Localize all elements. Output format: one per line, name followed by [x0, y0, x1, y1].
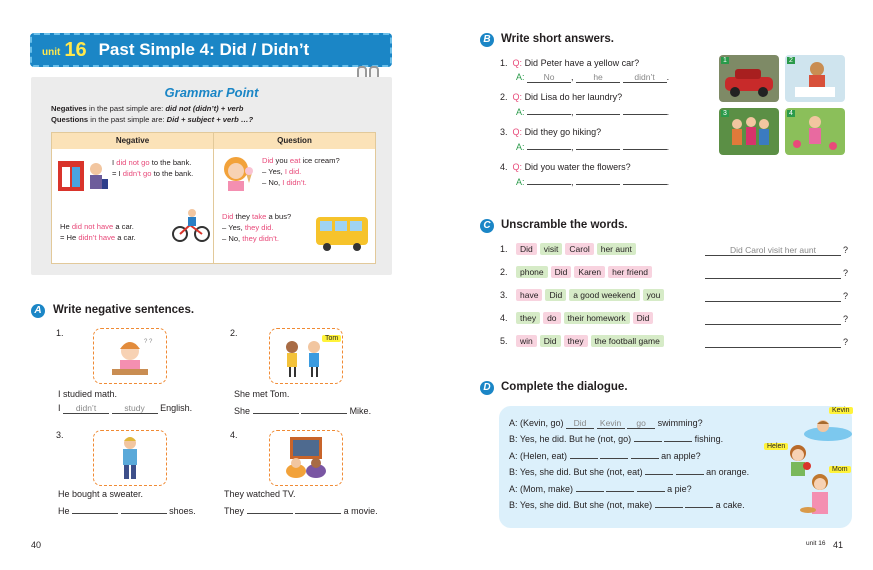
exercise-prompt: She met Tom.	[234, 389, 290, 399]
page-number-right: 41	[833, 540, 844, 550]
grammar-table	[51, 132, 376, 264]
page-number-left: 40	[31, 540, 42, 550]
answer-blank[interactable]	[705, 291, 841, 302]
answer-blank[interactable]: didn’t	[623, 72, 667, 83]
dialogue-line: A: (Kevin, go) Did Kevin go swimming?	[509, 418, 703, 428]
exercise-number: 2.	[230, 328, 238, 338]
exercise-answer-line: They a movie.	[224, 503, 378, 516]
answer-blank[interactable]	[527, 174, 571, 185]
answer-line: A: No , he didn’t .	[516, 72, 670, 82]
exercise-number: 1.	[56, 328, 64, 338]
negative-example-1: I did not go to the bank. = I didn’t go to the bank.	[112, 158, 194, 178]
answer-blank[interactable]	[576, 104, 620, 115]
question-mark: ?	[843, 314, 849, 324]
name-tag: Tom	[322, 335, 341, 342]
answer-blank[interactable]	[676, 464, 704, 475]
exercise-number: 4.	[500, 313, 508, 323]
exercise-number: 5.	[500, 336, 508, 346]
answer-blank[interactable]: Kevin	[597, 418, 625, 429]
laundry-photo	[785, 55, 845, 102]
answer-blank[interactable]	[705, 268, 841, 279]
exercise-number: 1.	[500, 244, 508, 254]
answer-blank[interactable]	[527, 104, 571, 115]
section-d-title: Complete the dialogue.	[501, 381, 628, 393]
dialogue-line: A: (Mom, make) a pie?	[509, 481, 749, 497]
svg-text:? ?: ? ?	[144, 339, 153, 345]
answer-blank[interactable]	[664, 431, 692, 442]
answer-blank[interactable]	[576, 139, 620, 150]
unscramble-item	[500, 243, 855, 259]
exercise-number: 2.	[500, 267, 508, 277]
short-answers-list	[500, 56, 710, 189]
unscramble-item	[500, 289, 855, 305]
answer-blank[interactable]	[637, 481, 665, 492]
answer-blank[interactable]	[121, 503, 167, 514]
section-d-icon: D	[480, 381, 494, 395]
answer-blank[interactable]	[301, 403, 347, 414]
word-tile[interactable]: a good weekend	[569, 289, 639, 301]
exercise-number: 4.	[230, 430, 238, 440]
dialogue-lines	[509, 416, 749, 512]
grammar-questions-rule: Questions in the past simple are: Did + subject + verb …?	[51, 115, 254, 124]
exercise-answer-line: I didn’t study English.	[58, 403, 193, 413]
footer-unit-label: unit 16	[806, 540, 826, 547]
unit-label: unit	[42, 46, 61, 58]
negative-example-2: He did not have a car. = He didn’t have a car.	[60, 222, 136, 242]
answer-blank[interactable]: No	[527, 72, 571, 83]
meeting-picture	[269, 328, 343, 384]
exercise-answer-line: He shoes.	[58, 503, 196, 516]
hiking-photo	[719, 108, 779, 155]
dialogue-line: B: Yes, he did. But he (not, go) fishing.	[509, 431, 749, 447]
word-tile[interactable]: her friend	[608, 266, 652, 278]
photo-number: 3	[723, 110, 727, 117]
bank-illustration	[56, 155, 110, 195]
mom-pie-illustration	[800, 472, 836, 520]
ice-cream-girl-illustration	[220, 153, 256, 193]
word-tile[interactable]: have	[516, 289, 542, 301]
answer-blank[interactable]: he	[576, 72, 620, 83]
answer-line: A: , .	[500, 104, 710, 119]
question-mark: ?	[843, 337, 849, 347]
name-tag: Kevin	[829, 407, 853, 414]
word-tile[interactable]: Carol	[565, 243, 593, 255]
word-tile[interactable]: they	[564, 335, 588, 347]
unit-banner	[30, 33, 392, 67]
answer-blank[interactable]	[623, 139, 667, 150]
answer-blank[interactable]: didn’t	[63, 403, 109, 414]
watering-flowers-photo	[785, 108, 845, 155]
word-tile[interactable]: Did	[540, 335, 561, 347]
answer-line: A: , .	[500, 139, 710, 154]
answer-blank[interactable]: Did Carol visit her aunt	[705, 245, 841, 256]
dialogue-line: B: Yes, she did. But she (not, eat) an orange.	[509, 464, 749, 480]
section-a-title: Write negative sentences.	[53, 304, 195, 316]
answer-blank[interactable]	[634, 431, 662, 442]
unit-number: 16	[64, 38, 87, 61]
red-car-photo	[719, 55, 779, 102]
boy-sweater-picture	[93, 430, 167, 486]
word-tile[interactable]: Did	[633, 312, 654, 324]
question-mark: ?	[843, 291, 849, 301]
photo-number: 1	[723, 57, 727, 64]
column-divider	[213, 149, 214, 263]
question-item: 2. Q: Did Lisa do her laundry?	[500, 92, 623, 102]
name-tag: Mom	[829, 466, 851, 473]
answer-blank[interactable]	[247, 503, 293, 514]
answer-blank[interactable]	[705, 337, 841, 348]
word-tile[interactable]: the football game	[591, 335, 664, 347]
question-mark: ?	[843, 245, 849, 255]
section-b-icon: B	[480, 33, 494, 47]
word-tile[interactable]: they	[516, 312, 540, 324]
word-tile[interactable]: you	[643, 289, 665, 301]
answer-blank[interactable]	[253, 403, 299, 414]
word-tile[interactable]: Karen	[574, 266, 605, 278]
word-tile[interactable]: Did	[516, 243, 537, 255]
studying-girl-picture	[93, 328, 167, 384]
answer-blank[interactable]: Did	[566, 418, 594, 429]
question-mark: ?	[843, 268, 849, 278]
answer-blank[interactable]	[606, 481, 634, 492]
column-header-question: Question	[214, 133, 375, 149]
unit-title: Past Simple 4: Did / Didn’t	[98, 40, 310, 59]
section-b-title: Write short answers.	[501, 33, 614, 45]
answer-line: A: , .	[500, 174, 710, 189]
exercise-number: 3.	[500, 290, 508, 300]
word-tile[interactable]: their homework	[564, 312, 630, 324]
question-example-1: Did you eat ice cream? – Yes, I did. – No, I didn’t.	[262, 156, 340, 187]
answer-blank[interactable]	[295, 503, 341, 514]
grammar-point-box	[31, 77, 392, 275]
dialogue-line: A: (Helen, eat) an apple?	[509, 448, 749, 464]
word-tile[interactable]: do	[543, 312, 560, 324]
word-tile[interactable]: Did	[545, 289, 566, 301]
question-example-2: Did they take a bus? – Yes, they did. – No, they didn’t.	[222, 212, 292, 243]
question-item: 4. Q: Did you water the flowers?	[500, 162, 631, 172]
unscramble-item	[500, 266, 855, 282]
word-tile[interactable]: win	[516, 335, 537, 347]
exercise-number: 3.	[56, 430, 64, 440]
photo-number: 4	[789, 110, 793, 117]
answer-blank[interactable]	[570, 448, 598, 459]
answer-blank[interactable]: study	[112, 403, 158, 414]
exercise-prompt: They watched TV.	[224, 489, 296, 499]
section-c-title: Unscramble the words.	[501, 219, 628, 231]
answer-blank[interactable]	[685, 497, 713, 508]
exercise-prompt: I studied math.	[58, 389, 118, 399]
column-header-negative: Negative	[52, 133, 214, 149]
section-a-icon: A	[31, 304, 45, 318]
answer-blank[interactable]	[576, 481, 604, 492]
dialogue-line: B: Yes, she did. But she (not, make) a cake.	[509, 497, 749, 513]
answer-blank[interactable]	[576, 174, 620, 185]
name-tag: Helen	[764, 443, 788, 450]
section-c-icon: C	[480, 219, 494, 233]
word-tile[interactable]: Did	[551, 266, 572, 278]
word-tile[interactable]: phone	[516, 266, 548, 278]
answer-blank[interactable]	[631, 448, 659, 459]
exercise-answer-line: She Mike.	[234, 403, 371, 416]
unscramble-item	[500, 312, 855, 328]
swimming-boy-illustration	[803, 416, 853, 442]
question-item: 3. Q: Did they go hiking?	[500, 127, 602, 137]
word-tile[interactable]: visit	[540, 243, 563, 255]
grammar-title: Grammar Point	[164, 85, 259, 100]
answer-blank[interactable]	[623, 104, 667, 115]
answer-blank[interactable]	[72, 503, 118, 514]
answer-blank[interactable]: go	[627, 418, 655, 429]
answer-blank[interactable]	[645, 464, 673, 475]
exercise-prompt: He bought a sweater.	[58, 489, 144, 499]
answer-blank[interactable]	[527, 139, 571, 150]
unscramble-item	[500, 335, 855, 351]
grammar-negatives-rule: Negatives in the past simple are: did not (didn’t) + verb	[51, 104, 244, 113]
answer-blank[interactable]	[705, 314, 841, 325]
bus-illustration	[314, 213, 370, 253]
answer-blank[interactable]	[655, 497, 683, 508]
bicycle-illustration	[172, 207, 210, 243]
question-item: 1. Q: Did Peter have a yellow car?	[500, 58, 640, 68]
answer-blank[interactable]	[623, 174, 667, 185]
photo-number: 2	[789, 57, 793, 64]
word-tile[interactable]: her aunt	[597, 243, 636, 255]
watching-tv-picture	[269, 430, 343, 486]
answer-blank[interactable]	[600, 448, 628, 459]
